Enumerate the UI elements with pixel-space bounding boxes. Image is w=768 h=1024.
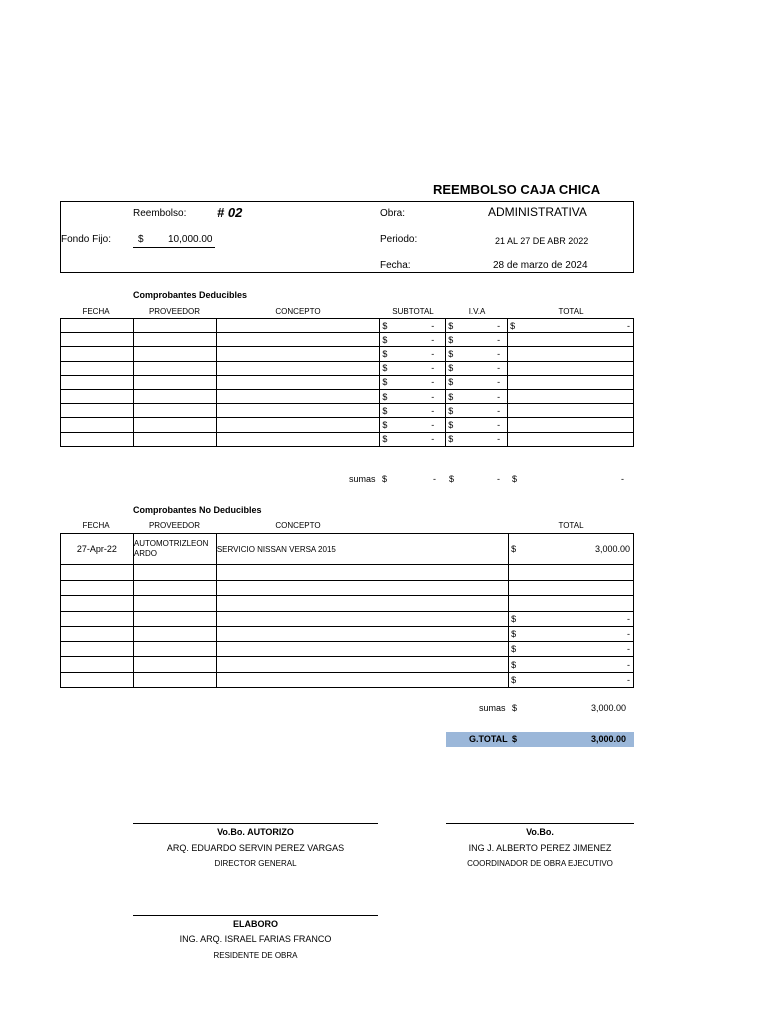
empty-cell <box>133 404 216 418</box>
empty-cell <box>216 580 508 596</box>
currency-symbol: $ <box>382 434 388 445</box>
currency-symbol: $ <box>448 348 454 359</box>
subtotal-cell <box>380 418 446 432</box>
autoriza-title: Vo.Bo. AUTORIZO <box>217 827 294 837</box>
empty-cell <box>133 375 216 389</box>
empty-cell <box>216 596 508 612</box>
fecha-value: 28 de marzo de 2024 <box>493 260 588 271</box>
currency-symbol: $ <box>448 334 454 345</box>
currency-symbol: $ <box>511 613 517 624</box>
empty-cell <box>216 432 380 446</box>
currency-symbol: $ <box>382 320 388 331</box>
empty-cell <box>61 565 134 581</box>
empty-cell <box>216 361 380 375</box>
deducibles-sumas-label: sumas <box>349 474 376 484</box>
amount-dash: - <box>431 419 435 430</box>
fondo-fijo-label: Fondo Fijo: <box>61 234 112 245</box>
document-title: REEMBOLSO CAJA CHICA <box>433 182 601 197</box>
nd-col-fecha: FECHA <box>82 521 110 530</box>
empty-cell <box>133 333 216 347</box>
empty-cell <box>61 404 134 418</box>
currency-symbol: $ <box>448 405 454 416</box>
autoriza-name: ARQ. EDUARDO SERVIN PEREZ VARGAS <box>166 843 345 853</box>
elaboro-name: ING. ARQ. ISRAEL FARIAS FRANCO <box>179 934 332 944</box>
sumas-iva-currency: $ <box>449 474 455 484</box>
empty-cell <box>61 642 134 657</box>
total-cell <box>508 347 634 361</box>
signature-line-vobo <box>446 823 634 824</box>
total-cell <box>509 657 634 672</box>
total-cell <box>509 672 634 687</box>
subtotal-cell <box>380 347 446 361</box>
subtotal-cell <box>380 404 446 418</box>
total-cell <box>509 565 634 581</box>
table-row <box>61 565 634 581</box>
table-row <box>61 347 634 361</box>
empty-cell <box>61 596 134 612</box>
empty-cell <box>216 347 380 361</box>
obra-label: Obra: <box>380 208 406 219</box>
currency-symbol: $ <box>510 320 516 331</box>
deducibles-table <box>60 318 634 447</box>
total-cell <box>509 626 634 641</box>
empty-cell <box>216 626 508 641</box>
table-row <box>61 418 634 432</box>
table-row <box>61 672 634 687</box>
empty-cell <box>61 347 134 361</box>
empty-cell <box>133 626 216 641</box>
empty-cell <box>216 389 380 403</box>
nd-row1-concepto: SERVICIO NISSAN VERSA 2015 <box>216 534 508 565</box>
table-row <box>61 580 634 596</box>
empty-cell <box>133 642 216 657</box>
empty-cell <box>61 418 134 432</box>
sumas-subtotal-currency: $ <box>382 474 388 484</box>
amount-dash: - <box>627 659 630 670</box>
currency-symbol: $ <box>448 434 454 445</box>
nd-row1-total: 3,000.00 <box>594 544 630 554</box>
total-cell <box>508 333 634 347</box>
nd-sumas-value: 3,000.00 <box>591 703 627 713</box>
iva-cell <box>446 375 508 389</box>
table-row <box>61 361 634 375</box>
amount-dash: - <box>431 405 435 416</box>
amount-dash: - <box>627 644 630 655</box>
table-row <box>61 596 634 612</box>
empty-cell <box>133 319 216 333</box>
vobo-role: COORDINADOR DE OBRA EJECUTIVO <box>467 859 613 868</box>
iva-cell <box>446 347 508 361</box>
iva-cell <box>446 361 508 375</box>
empty-cell <box>61 626 134 641</box>
nd-col-total: TOTAL <box>558 521 584 530</box>
empty-cell <box>61 432 134 446</box>
table-row <box>61 319 634 333</box>
elaboro-title: ELABORO <box>233 919 278 929</box>
col-concepto: CONCEPTO <box>275 307 321 316</box>
currency-symbol: $ <box>382 391 388 402</box>
empty-cell <box>61 611 134 626</box>
iva-cell <box>446 418 508 432</box>
amount-dash: - <box>497 419 501 430</box>
subtotal-cell <box>380 389 446 403</box>
obra-value: ADMINISTRATIVA <box>488 205 587 219</box>
nd-col-concepto: CONCEPTO <box>275 521 321 530</box>
gtotal-value: 3,000.00 <box>591 734 627 744</box>
elaboro-role: RESIDENTE DE OBRA <box>213 951 298 960</box>
amount-dash: - <box>431 320 435 331</box>
table-row <box>61 534 634 565</box>
currency-symbol: $ <box>382 419 388 430</box>
currency-symbol: $ <box>448 391 454 402</box>
empty-cell <box>216 672 508 687</box>
empty-cell <box>133 657 216 672</box>
currency-symbol: $ <box>382 405 388 416</box>
total-cell <box>508 361 634 375</box>
table-row <box>61 642 634 657</box>
amount-dash: - <box>497 434 501 445</box>
amount-dash: - <box>497 320 501 331</box>
currency-symbol: $ <box>511 674 517 685</box>
amount-dash: - <box>497 348 501 359</box>
empty-cell <box>133 389 216 403</box>
table-row <box>61 389 634 403</box>
table-row <box>61 626 634 641</box>
total-cell <box>509 642 634 657</box>
nd-row1-currency: $ <box>511 544 517 554</box>
nd-sumas-currency: $ <box>512 703 518 713</box>
empty-cell <box>216 375 380 389</box>
col-subtotal: SUBTOTAL <box>392 307 434 316</box>
total-cell <box>509 611 634 626</box>
iva-cell <box>446 432 508 446</box>
iva-cell <box>446 404 508 418</box>
currency-symbol: $ <box>448 377 454 388</box>
empty-cell <box>133 672 216 687</box>
table-row <box>61 611 634 626</box>
empty-cell <box>216 657 508 672</box>
sumas-iva-value: - <box>497 474 500 484</box>
empty-cell <box>133 361 216 375</box>
table-row <box>61 657 634 672</box>
no-deducibles-table <box>60 533 634 688</box>
empty-cell <box>133 347 216 361</box>
amount-dash: - <box>627 613 630 624</box>
sumas-subtotal-value: - <box>433 474 436 484</box>
amount-dash: - <box>431 334 435 345</box>
total-cell <box>508 404 634 418</box>
empty-cell <box>216 418 380 432</box>
total-cell <box>508 418 634 432</box>
empty-cell <box>216 565 508 581</box>
fondo-fijo-currency: $ <box>138 234 144 245</box>
currency-symbol: $ <box>448 320 454 331</box>
empty-cell <box>133 580 216 596</box>
amount-dash: - <box>431 363 435 374</box>
reembolso-label: Reembolso: <box>133 208 187 219</box>
currency-symbol: $ <box>382 348 388 359</box>
currency-symbol: $ <box>448 363 454 374</box>
empty-cell <box>133 418 216 432</box>
currency-symbol: $ <box>382 363 388 374</box>
iva-cell <box>446 319 508 333</box>
fondo-fijo-value: 10,000.00 <box>168 234 213 245</box>
empty-cell <box>133 432 216 446</box>
nd-row1-total-cell <box>509 534 634 565</box>
total-cell <box>508 319 634 333</box>
empty-cell <box>133 611 216 626</box>
reembolso-number: # 02 <box>217 205 243 220</box>
vobo-name: ING J. ALBERTO PEREZ JIMENEZ <box>468 843 612 853</box>
amount-dash: - <box>627 628 630 639</box>
total-cell <box>509 596 634 612</box>
sumas-total-value: - <box>621 474 624 484</box>
gtotal-label: G.TOTAL <box>469 734 508 744</box>
amount-dash: - <box>497 334 501 345</box>
empty-cell <box>61 580 134 596</box>
amount-dash: - <box>431 348 435 359</box>
currency-symbol: $ <box>448 419 454 430</box>
subtotal-cell <box>380 361 446 375</box>
currency-symbol: $ <box>511 659 517 670</box>
empty-cell <box>61 361 134 375</box>
amount-dash: - <box>497 377 501 388</box>
table-row <box>61 404 634 418</box>
periodo-value: 21 AL 27 DE ABR 2022 <box>495 236 589 246</box>
subtotal-cell <box>380 432 446 446</box>
autoriza-role: DIRECTOR GENERAL <box>214 859 297 868</box>
empty-cell <box>216 333 380 347</box>
col-total: TOTAL <box>558 307 584 316</box>
total-cell <box>508 375 634 389</box>
empty-cell <box>61 333 134 347</box>
fondo-fijo-underline <box>133 247 215 248</box>
empty-cell <box>61 375 134 389</box>
currency-symbol: $ <box>511 628 517 639</box>
total-cell <box>508 389 634 403</box>
amount-dash: - <box>497 363 501 374</box>
fecha-label: Fecha: <box>380 260 411 271</box>
table-row <box>61 375 634 389</box>
empty-cell <box>61 319 134 333</box>
col-fecha: FECHA <box>82 307 110 316</box>
empty-cell <box>216 642 508 657</box>
nd-sumas-label: sumas <box>479 703 506 713</box>
iva-cell <box>446 333 508 347</box>
subtotal-cell <box>380 333 446 347</box>
empty-cell <box>61 672 134 687</box>
nd-col-proveedor: PROVEEDOR <box>148 521 201 530</box>
total-cell <box>509 580 634 596</box>
empty-cell <box>61 389 134 403</box>
sumas-total-currency: $ <box>512 474 518 484</box>
table-row <box>61 432 634 446</box>
table-row <box>61 333 634 347</box>
gtotal-currency: $ <box>512 734 518 744</box>
empty-cell <box>216 404 380 418</box>
subtotal-cell <box>380 375 446 389</box>
col-iva: I.V.A <box>468 307 486 316</box>
amount-dash: - <box>497 391 501 402</box>
amount-dash: - <box>497 405 501 416</box>
amount-dash: - <box>431 391 435 402</box>
signature-line-autoriza <box>133 823 378 824</box>
signature-line-elaboro <box>133 915 378 916</box>
currency-symbol: $ <box>382 377 388 388</box>
currency-symbol: $ <box>511 644 517 655</box>
amount-dash: - <box>431 377 435 388</box>
amount-dash: - <box>431 434 435 445</box>
empty-cell <box>61 657 134 672</box>
amount-dash: - <box>627 674 630 685</box>
subtotal-cell <box>380 319 446 333</box>
col-proveedor: PROVEEDOR <box>148 307 201 316</box>
vobo-title: Vo.Bo. <box>526 827 554 837</box>
periodo-label: Periodo: <box>380 234 418 245</box>
empty-cell <box>133 565 216 581</box>
deducibles-section-title: Comprobantes Deducibles <box>133 290 248 300</box>
empty-cell <box>216 611 508 626</box>
no-deducibles-section-title: Comprobantes No Deducibles <box>133 505 262 515</box>
amount-dash: - <box>627 320 630 331</box>
nd-row1-fecha: 27-Apr-22 <box>61 534 134 565</box>
currency-symbol: $ <box>382 334 388 345</box>
nd-row1-proveedor: AUTOMOTRIZLEON ARDO <box>133 534 216 565</box>
iva-cell <box>446 389 508 403</box>
empty-cell <box>216 319 380 333</box>
total-cell <box>508 432 634 446</box>
empty-cell <box>133 596 216 612</box>
